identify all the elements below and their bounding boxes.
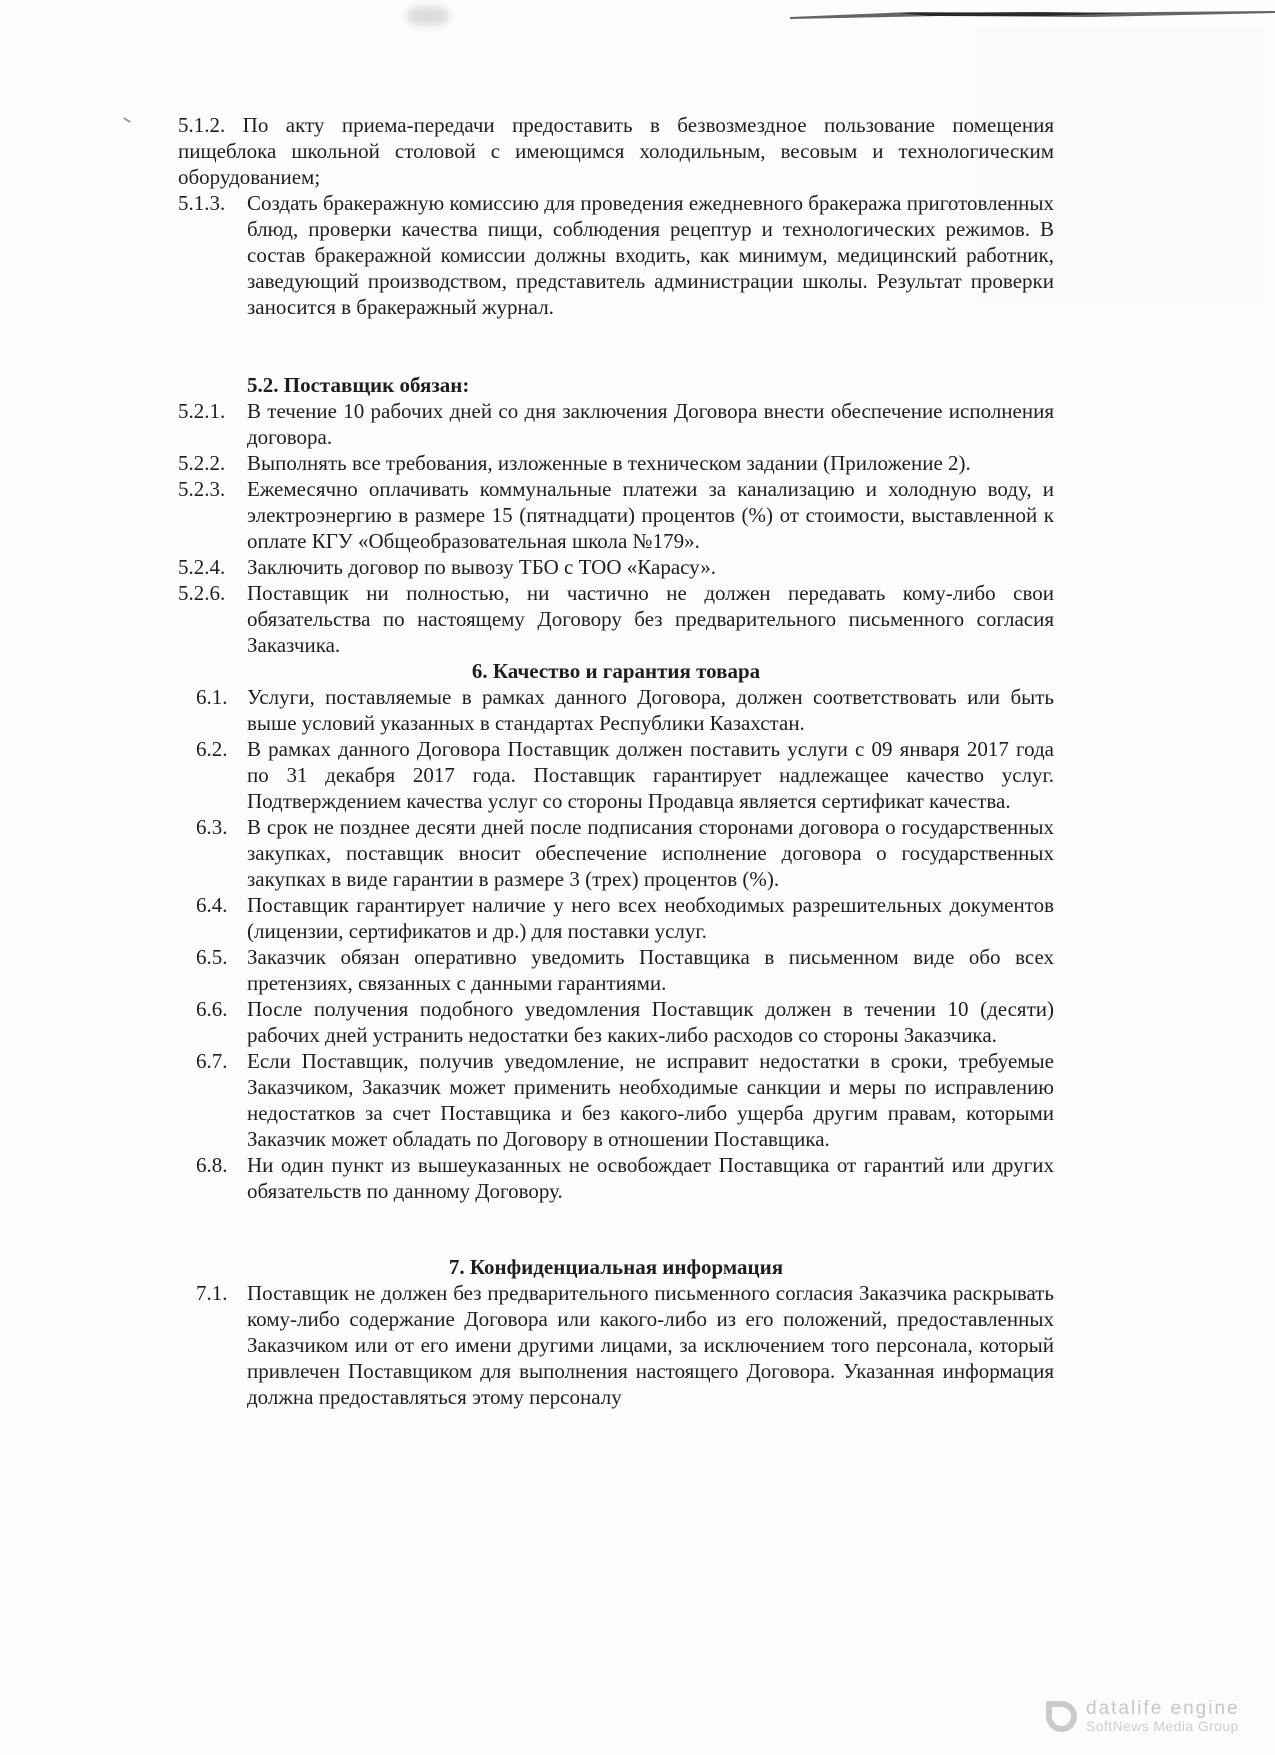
contract-clause: 5.2.1. В течение 10 рабочих дней со дня заключения Договора внести обеспечение исполнения договора.: [178, 399, 1054, 449]
clause-number: 5.2.4.: [178, 555, 226, 579]
drop-logo-icon: [1046, 1701, 1077, 1732]
scan-smudge: [406, 6, 450, 26]
clause-number: 6.5.: [196, 945, 228, 969]
section-heading: 6. Качество и гарантия товара: [471, 659, 761, 683]
clause-number: 6.4.: [196, 893, 228, 917]
contract-clause: 5.2.3. Ежемесячно оплачивать коммунальные платежи за канализацию и холодную воду, и электроэнергию в размере 15 (пятнадцати) процентов (%) от стоимости, выставленной к оплате КГУ «Общеобразовательная школа №179».: [178, 477, 1054, 553]
contract-clause: 5.2.4. Заключить договор по вывозу ТБО с ТОО «Карасу».: [178, 555, 716, 579]
watermark-title: datalife engine: [1086, 1698, 1240, 1719]
clause-number: 6.7.: [196, 1049, 228, 1073]
clause-number: 5.2.6.: [178, 581, 226, 605]
contract-clause: 7.1. Поставщик не должен без предварительного письменного согласия Заказчика раскрывать кому-либо содержание Договора или какого-либо из его положений, предоставленных Заказчиком или от его имени другими лицами, за исключением того персонала, который привлечен Поставщиком для выполнения настоящего Договора. Указанная информация должна предоставляться этому персоналу: [196, 1281, 1054, 1409]
clause-number: 7.1.: [196, 1281, 228, 1305]
document-body: [178, 112, 1054, 1410]
scan-streak-line: [790, 8, 1275, 22]
clause-number: 6.6.: [196, 997, 228, 1021]
clause-number: 5.2.3.: [178, 477, 226, 501]
contract-clause: 6.3. В срок не позднее десяти дней после подписания сторонами договора о государственных закупках, поставщик вносит обеспечение исполнение договора о государственных закупках в виде гарантии в размере 3 (трех) процентов (%).: [196, 815, 1054, 891]
section-heading: 7. Конфиденциальная информация: [448, 1255, 784, 1279]
contract-clause: 6.8. Ни один пункт из вышеуказанных не освобождает Поставщика от гарантий или других обязательств по данному Договору.: [196, 1153, 1054, 1203]
watermark-subtitle: SoftNews Media Group: [1086, 1718, 1239, 1734]
clause-number: 6.3.: [196, 815, 228, 839]
contract-clause: 5.1.3. Создать бракеражную комиссию для проведения ежедневного бракеража приготовленных блюд, проверки качества пищи, соблюдения рецептур и технологических режимов. В состав бракеражной комиссии должны входить, как минимум, медицинский работник, заведующий производством, представитель администрации школы. Результат проверки заносится в бракеражный журнал.: [178, 191, 1054, 319]
clause-number: 6.2.: [196, 737, 228, 761]
contract-clause: 6.6. После получения подобного уведомления Поставщик должен в течении 10 (десяти) рабочих дней устранить недостатки без каких-либо расходов со стороны Заказчика.: [196, 997, 1054, 1047]
clause-number: 5.1.2.: [178, 113, 226, 137]
clause-number: 5.2.1.: [178, 399, 226, 423]
contract-clause: 6.4. Поставщик гарантирует наличие у него всех необходимых разрешительных документов (лицензии, сертификатов и др.) для поставки услуг.: [196, 893, 1054, 943]
watermark-text: [1086, 1699, 1240, 1734]
clause-number: 5.2.2.: [178, 451, 226, 475]
contract-clause: 6.5. Заказчик обязан оперативно уведомить Поставщика в письменном виде обо всех претензиях, связанных с данными гарантиями.: [196, 945, 1054, 995]
clause-number: 6.8.: [196, 1153, 228, 1177]
section-heading: 5.2. Поставщик обязан:: [247, 373, 470, 397]
contract-clause: 5.1.2. По акту приема-передачи предоставить в безвозмездное пользование помещения пищеблока школьной столовой с имеющимся холодильным, весовым и технологическим оборудованием;: [178, 113, 1054, 189]
datalife-engine-watermark: [1046, 1699, 1240, 1734]
clause-number: 5.1.3.: [178, 191, 226, 215]
contract-clause: 6.7. Если Поставщик, получив уведомление, не исправит недостатки в сроки, требуемые Заказчиком, Заказчик может применить необходимые санкции и меры по исправлению недостатков за счет Поставщика и без какого-либо ущерба другим правам, которыми Заказчик может обладать по Договору в отношении Поставщика.: [196, 1049, 1054, 1151]
contract-clause: 5.2.2. Выполнять все требования, изложенные в техническом задании (Приложение 2).: [178, 451, 971, 475]
clause-number: 6.1.: [196, 685, 228, 709]
contract-clause: 6.1. Услуги, поставляемые в рамках данного Договора, должен соответствовать или быть выше условий указанных в стандартах Республики Казахстан.: [196, 685, 1054, 735]
contract-clause: 5.2.6. Поставщик ни полностью, ни частично не должен передавать кому-либо свои обязательства по настоящему Договору без предварительного письменного согласия Заказчика.: [178, 581, 1054, 657]
contract-clause: 6.2. В рамках данного Договора Поставщик должен поставить услуги с 09 января 2017 года по 31 декабря 2017 года. Поставщик гарантирует надлежащее качество услуг. Подтверждением качества услуг со стороны Продавца является сертификат качества.: [196, 737, 1054, 813]
scan-tick-mark: [123, 117, 131, 123]
